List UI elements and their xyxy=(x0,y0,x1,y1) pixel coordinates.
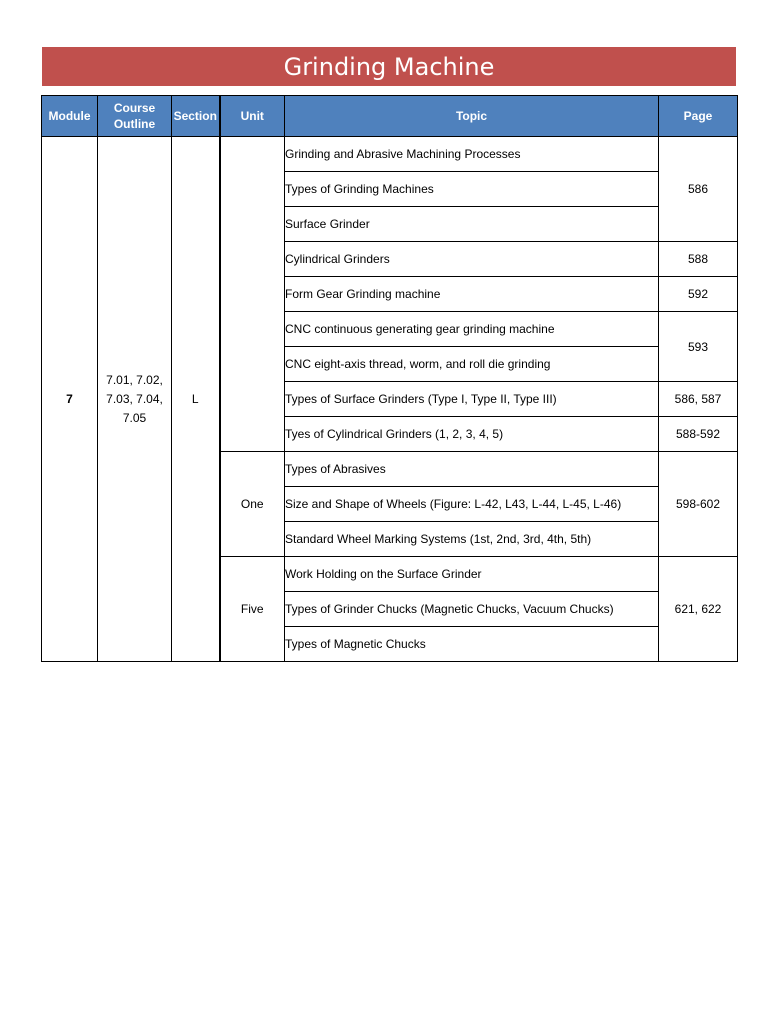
page-cell: 588-592 xyxy=(659,417,738,452)
header-page: Page xyxy=(659,96,738,137)
topic-cell: Standard Wheel Marking Systems (1st, 2nd, 3rd, 4th, 5th) xyxy=(285,522,659,557)
header-course-outline: Course Outline xyxy=(98,96,172,137)
unit-cell-one: One xyxy=(220,452,285,557)
page-cell: 592 xyxy=(659,277,738,312)
header-topic: Topic xyxy=(285,96,659,137)
page-cell: 598-602 xyxy=(659,452,738,557)
page-cell: 586 xyxy=(659,137,738,242)
course-outline-cell: 7.01, 7.02, 7.03, 7.04, 7.05 xyxy=(98,137,172,662)
page-cell: 621, 622 xyxy=(659,557,738,662)
topic-cell: Types of Grinding Machines xyxy=(285,172,659,207)
topic-cell: Size and Shape of Wheels (Figure: L-42, L43, L-44, L-45, L-46) xyxy=(285,487,659,522)
unit-cell-empty xyxy=(220,137,285,452)
topic-cell: Types of Magnetic Chucks xyxy=(285,627,659,662)
topic-cell: Form Gear Grinding machine xyxy=(285,277,659,312)
topic-cell: CNC continuous generating gear grinding machine xyxy=(285,312,659,347)
page-cell: 588 xyxy=(659,242,738,277)
section-cell: L xyxy=(172,137,220,662)
course-table xyxy=(41,95,738,662)
topic-cell: Types of Grinder Chucks (Magnetic Chucks, Vacuum Chucks) xyxy=(285,592,659,627)
header-section: Section xyxy=(172,96,220,137)
topic-cell: Tyes of Cylindrical Grinders (1, 2, 3, 4, 5) xyxy=(285,417,659,452)
document-title: Grinding Machine xyxy=(42,47,736,86)
topic-cell: Surface Grinder xyxy=(285,207,659,242)
table-header-row xyxy=(42,96,738,137)
topic-cell: CNC eight-axis thread, worm, and roll die grinding xyxy=(285,347,659,382)
header-module: Module xyxy=(42,96,98,137)
topic-cell: Grinding and Abrasive Machining Processes xyxy=(285,137,659,172)
page-cell: 586, 587 xyxy=(659,382,738,417)
topic-cell: Types of Surface Grinders (Type I, Type II, Type III) xyxy=(285,382,659,417)
table-row xyxy=(42,137,738,172)
topic-cell: Work Holding on the Surface Grinder xyxy=(285,557,659,592)
topic-cell: Cylindrical Grinders xyxy=(285,242,659,277)
module-cell: 7 xyxy=(42,137,98,662)
header-unit: Unit xyxy=(220,96,285,137)
page-cell: 593 xyxy=(659,312,738,382)
topic-cell: Types of Abrasives xyxy=(285,452,659,487)
unit-cell-five: Five xyxy=(220,557,285,662)
